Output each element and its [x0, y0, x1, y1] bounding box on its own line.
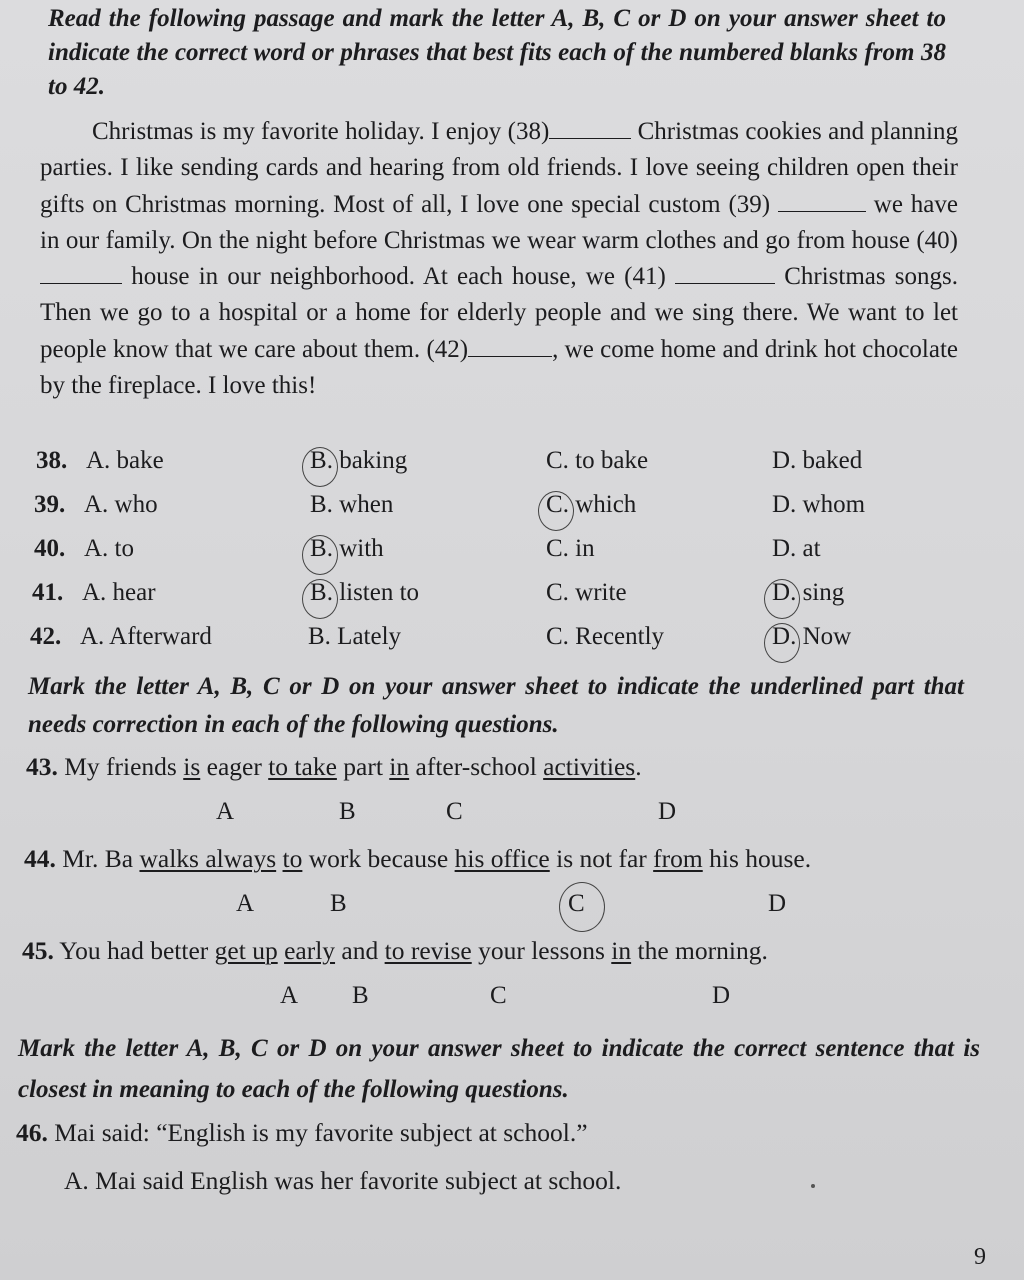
question-41 [0, 579, 1024, 615]
section3-instruction: Mark the letter A, B, C or D on your answer sheet to indicate the correct sentence that is closest in meaning to each of the following questions. [18, 1035, 980, 1103]
option-a: A. who [84, 491, 158, 518]
blank-42 [468, 336, 552, 357]
question-46-option-a: A. Mai said English was her favorite subject at school. [64, 1166, 622, 1195]
underlined-a: walks always [139, 844, 277, 873]
question-38 [0, 447, 1024, 483]
blank-38 [549, 118, 631, 139]
underlined-d: from [653, 844, 703, 873]
option-d: D. at [772, 535, 821, 562]
passage-text-3: we have in our family. On the night before Christmas we wear warm clothes and go from house (40) [40, 190, 958, 254]
underlined-b: to [282, 844, 303, 873]
option-c: C. which [546, 491, 636, 519]
label-a: A [280, 982, 299, 1009]
option-b: B. listen to [310, 579, 419, 607]
option-d: D. sing [772, 579, 844, 607]
section2-instruction: Mark the letter A, B, C or D on your answer sheet to indicate the underlined part that needs correction in each of the following questions. [28, 673, 964, 738]
option-b: B. when [310, 491, 394, 518]
label-c: C [446, 798, 463, 825]
passage-text-2: Christmas cookies and planning parties. I like sending cards and hearing from old friends. I love seeing children open their gifts on Christmas morning. Most of all, I love one special custom (39) [40, 118, 958, 218]
circled-answer: B [310, 535, 327, 563]
answer-circle [764, 623, 800, 663]
option-a: A. hear [82, 579, 156, 606]
option-a: A. to [84, 535, 134, 562]
question-43: 43. My friends is eager to take part in after-school activities. [26, 752, 642, 781]
option-c: C. to bake [546, 447, 649, 474]
circled-answer: D [772, 579, 790, 607]
question-46: 46. Mai said: “English is my favorite subject at school.” [16, 1118, 588, 1147]
option-a: A. bake [86, 447, 164, 474]
question-44: 44. Mr. Ba walks always to work because his office is not far from his house. [24, 844, 812, 873]
label-a: A [236, 890, 255, 917]
label-b: B [352, 982, 369, 1009]
label-c: C [490, 982, 507, 1009]
question-number: 41. [32, 579, 64, 606]
answer-circle [559, 882, 605, 932]
label-c: C [568, 890, 585, 918]
passage-text-1: Christmas is my favorite holiday. I enjoy (38) [92, 118, 550, 145]
underlined-b: early [284, 936, 336, 965]
circled-answer: B [310, 579, 327, 607]
option-b: B. with [310, 535, 384, 563]
answer-circle [538, 491, 574, 531]
label-d: D [658, 798, 677, 825]
question-number: 42. [30, 623, 62, 650]
label-b: B [330, 890, 347, 917]
label-a: A [216, 798, 235, 825]
blank-39 [778, 191, 866, 212]
circled-answer: D [772, 623, 790, 651]
underlined-d: activities [543, 752, 636, 781]
passage-text-5: Christmas songs. Then we go to a hospital or a home for elderly people and we sing there. We want to let people know that we care about them. (42) [40, 263, 958, 363]
underlined-c: his office [454, 844, 550, 873]
option-c: C. in [546, 535, 595, 562]
answer-circle [302, 535, 338, 575]
option-b: B. Lately [308, 623, 402, 650]
underlined-a: get up [214, 936, 278, 965]
underlined-c: to revise [384, 936, 472, 965]
label-b: B [339, 798, 356, 825]
option-c: C. write [546, 579, 627, 606]
question-number: 39. [34, 491, 66, 518]
circled-answer: C [546, 491, 563, 519]
answer-circle [302, 447, 338, 487]
blank-40 [40, 263, 122, 284]
underlined-c: in [389, 752, 410, 781]
label-d: D [768, 890, 787, 917]
passage [40, 114, 958, 404]
question-45: 45. You had better get up early and to revise your lessons in the morning. [22, 936, 768, 965]
option-c: C. Recently [546, 623, 665, 650]
option-d: D. baked [772, 447, 863, 474]
option-a: A. Afterward [80, 623, 212, 650]
page-number: 9 [974, 1244, 986, 1270]
option-d: D. whom [772, 491, 866, 518]
question-number: 38. [36, 447, 68, 474]
question-39 [0, 491, 1024, 527]
option-b: B. baking [310, 447, 407, 475]
label-d: D [712, 982, 731, 1009]
question-number: 40. [34, 535, 66, 562]
question-42 [0, 623, 1024, 659]
underlined-a: is [183, 752, 201, 781]
underlined-b: to take [268, 752, 337, 781]
answer-circle [302, 579, 338, 619]
passage-text-4: house in our neighborhood. At each house, we (41) [122, 263, 675, 291]
passage-text-6: , we come home and drink hot chocolate by the fireplace. I love this! [40, 335, 959, 400]
answer-circle [764, 579, 800, 619]
question-40 [0, 535, 1024, 571]
underlined-d: in [611, 936, 632, 965]
blank-41 [675, 263, 775, 284]
section1-instruction: Read the following passage and mark the letter A, B, C or D on your answer sheet to indicate the correct word or phrases that best fits each of the numbered blanks from 38 to 42. [48, 5, 946, 100]
ink-dot [811, 1184, 815, 1188]
circled-answer: B [310, 447, 327, 475]
option-d: D. Now [772, 623, 851, 651]
